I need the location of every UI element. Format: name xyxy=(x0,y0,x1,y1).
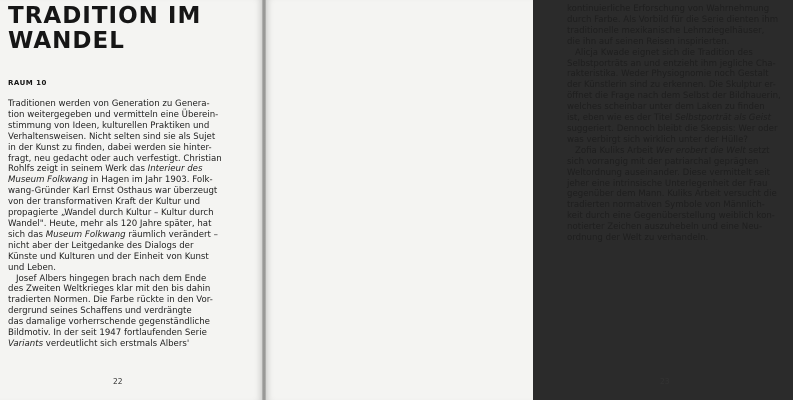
text-line: keit durch eine Gegenüberstellung weiblich kon- xyxy=(567,211,775,222)
right-body-text xyxy=(567,4,793,244)
text-line: was verbirgt sich wirklich unter der Hülle? xyxy=(567,134,748,145)
page-title xyxy=(8,4,248,54)
text-line: tradierten Normen. Die Farbe rückte in den Vor- xyxy=(8,295,213,306)
text-line: wang-Gründer Karl Ernst Osthaus war überzeugt xyxy=(8,186,218,197)
title-line: TRADITION IM xyxy=(8,3,202,29)
text-line: traditionelle mexikanische Lehmziegelhäuser, xyxy=(567,25,765,36)
text-line: Selbstporträts an und entzieht ihm jegliche Cha- xyxy=(567,58,776,69)
text-line: sich vorrangig mit der patriarchal geprägten xyxy=(567,156,759,167)
text-line: Alicja Kwade eignet sich die Tradition des xyxy=(575,47,753,58)
text-line: Künste und Kulturen und der Einheit von Kunst xyxy=(8,251,209,262)
text-line: ordnung der Welt zu verhandeln. xyxy=(567,233,709,244)
section-label: RAUM 10 xyxy=(8,79,47,87)
text-line: Variants verdeutlicht sich erstmals Albers' xyxy=(8,338,190,349)
text-line: der Künstlerin sind zu erkennen. Die Skulptur er- xyxy=(567,80,776,91)
text-line: nicht aber der Leitgedanke des Dialogs der xyxy=(8,240,194,251)
text-line: Traditionen werden von Generation zu Genera- xyxy=(8,99,210,109)
text-line: propagierte „Wandel durch Kultur – Kultur durch xyxy=(8,208,214,219)
text-line: welches scheinbar unter dem Laken zu finden xyxy=(567,102,765,113)
text-line: rakteristika. Weder Physiognomie noch Gestalt xyxy=(567,69,769,80)
text-line: dergrund seines Schaffens und verdrängte xyxy=(8,306,192,317)
text-line: Weltordnung auseinander. Diese vermittelt seit xyxy=(567,167,770,178)
text-line: die ihn auf seinen Reisen inspirierten. xyxy=(567,36,730,47)
text-line: ist, eben wie es der Titel Selbstporträt als Geist xyxy=(567,113,771,124)
text-line: tion weitergegeben und vermitteln eine Überein- xyxy=(8,109,219,120)
text-line: Verhaltensweisen. Nicht selten sind sie als Sujet xyxy=(8,131,216,142)
text-line: von der transformativen Kraft der Kultur und xyxy=(8,197,201,208)
text-line: notierter Zeichen auszuhebeln und eine Neu- xyxy=(567,222,763,233)
text-line: Museum Folkwang in Hagen im Jahr 1903. Folk- xyxy=(8,175,213,186)
left-page xyxy=(0,0,262,400)
text-line: des Zweiten Weltkrieges klar mit den bis dahin xyxy=(8,284,211,295)
page-number-right: 23 xyxy=(660,377,670,386)
text-line: in der Kunst zu finden, dabei werden sie hinter- xyxy=(8,142,212,153)
text-line: kontinuierliche Erforschung von Wahrnehmung xyxy=(567,4,770,14)
text-line: Josef Albers hingegen brach nach dem Ende xyxy=(16,273,207,284)
text-line: das damalige vorherrschende gegenständliche xyxy=(8,317,210,328)
text-line: durch Farbe. Als Vorbild für die Serie dienten ihm xyxy=(567,14,779,25)
left-body-text xyxy=(8,99,253,350)
text-line: jeher eine intrinsische Unterlegenheit der Frau xyxy=(567,178,768,189)
text-line: Wandel". Heute, mehr als 120 Jahre später, hat xyxy=(8,218,212,229)
title-line: WANDEL xyxy=(8,28,125,54)
text-line: Bildmotiv. In der seit 1947 fortlaufenden Serie xyxy=(8,328,207,339)
text-line: fragt, neu gedacht oder auch verfestigt. Christian xyxy=(8,153,222,164)
text-line: öffnet die Frage nach dem Selbst der Bildhauerin, xyxy=(567,91,781,102)
text-line: sich das Museum Folkwang räumlich verändert – xyxy=(8,229,218,240)
text-line: gegenüber dem Mann. Kuliks Arbeit versucht die xyxy=(567,189,777,200)
right-page xyxy=(266,0,781,400)
text-line: und Leben. xyxy=(8,262,56,273)
text-line: suggeriert. Dennoch bleibt die Skepsis: Wer oder xyxy=(567,123,778,134)
text-line: Rohlfs zeigt in seinem Werk das Interieur des xyxy=(8,164,203,175)
page-number-left: 22 xyxy=(113,377,123,386)
text-line: tradierten normativen Symbole von Männlich- xyxy=(567,200,765,211)
text-line: stimmung von Ideen, kulturellen Praktiken und xyxy=(8,120,210,131)
text-line: Zofia Kuliks Arbeit Wer erobert die Welt setzt xyxy=(575,145,770,156)
